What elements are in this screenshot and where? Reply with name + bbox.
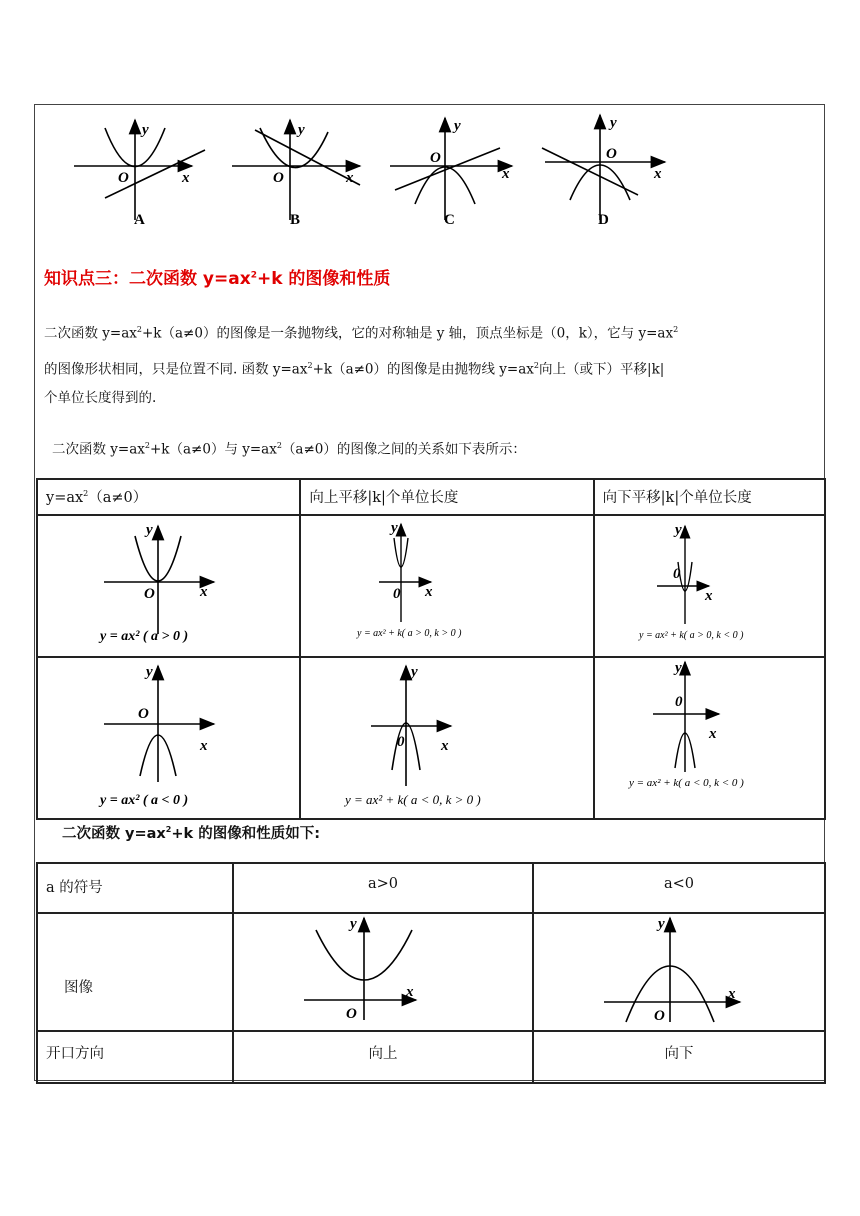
svg-text:y: y <box>658 916 665 932</box>
fig-a-y-label: y <box>142 122 149 138</box>
svg-text:O: O <box>654 1008 665 1024</box>
figure-b <box>232 120 360 220</box>
svg-text:y: y <box>674 660 682 676</box>
svg-text:x: x <box>704 588 713 604</box>
svg-text:x: x <box>441 738 449 754</box>
t1-r2c2 <box>300 657 593 819</box>
fig-b-caption: B <box>290 212 301 228</box>
fig-c-x-label: x <box>502 166 510 182</box>
top-figures <box>60 110 700 235</box>
t1-r1c2 <box>300 515 593 657</box>
t1-header-3: 向下平移|k|个单位长度 <box>594 479 825 515</box>
formula-r1c2: y = ax² + k( a > 0, k > 0 ) <box>357 628 462 639</box>
t1-r2c1 <box>37 657 300 819</box>
svg-text:0: 0 <box>393 586 401 602</box>
fig-a-x-label: x <box>182 170 190 186</box>
fig-c-y-label: y <box>454 118 461 134</box>
t1-header-1: $y=ax^2(a\ne 0)$ <box>37 479 300 515</box>
fig-c-origin: O <box>430 150 441 166</box>
svg-text:x: x <box>200 738 208 754</box>
fig-d-y-label: y <box>610 115 617 131</box>
t1-r2c3 <box>594 657 825 819</box>
svg-text:0: 0 <box>674 694 683 710</box>
formula-r2c1: y = ax² ( a < 0 ) <box>100 793 189 808</box>
fig-b-y-label: y <box>298 122 305 138</box>
fig-b-x-label: x <box>346 170 354 186</box>
property-table <box>36 862 826 1084</box>
t2-r1c2: a>0 <box>233 863 533 913</box>
t2-r2c3 <box>533 913 825 1031</box>
t2-r2c1: 图像 <box>37 913 233 1031</box>
paragraph-line-3: 个单位长度得到的. <box>44 390 157 406</box>
svg-text:x: x <box>708 726 717 742</box>
t2-r1c3: a<0 <box>533 863 825 913</box>
svg-text:y: y <box>674 522 682 538</box>
graph-a-positive <box>234 914 530 1026</box>
subheading: 二次函数 $y=ax^2+k$ 的图像和性质如下: <box>62 825 321 842</box>
fig-d-origin: O <box>606 146 617 162</box>
graph-up-base <box>38 516 298 652</box>
t2-r1c1: a 的符号 <box>37 863 233 913</box>
graph-a-negative <box>534 914 822 1026</box>
relation-sentence: 二次函数 $y=ax^2+k(a\ne 0)$与 $y=ax^2(a\ne 0)$的图像之间的关系如下表所示： <box>52 441 526 458</box>
formula-r1c1: y = ax² ( a > 0 ) <box>100 629 189 644</box>
svg-text:y: y <box>146 664 153 680</box>
graph-down-base <box>38 658 298 814</box>
figure-d <box>542 115 665 220</box>
svg-text:O: O <box>346 1006 357 1022</box>
fig-c-caption: C <box>444 212 455 228</box>
graph-up-shift-down <box>595 516 823 652</box>
svg-text:O: O <box>138 706 149 722</box>
t1-r1c1 <box>37 515 300 657</box>
svg-text:O: O <box>144 586 155 602</box>
formula-r2c2: y = ax² + k( a < 0, k > 0 ) <box>345 792 482 807</box>
fig-d-caption: D <box>598 212 609 228</box>
svg-text:x: x <box>406 984 414 1000</box>
t1-r1c3 <box>594 515 825 657</box>
relation-table <box>36 478 826 820</box>
svg-text:0: 0 <box>672 566 681 582</box>
svg-text:y: y <box>350 916 357 932</box>
fig-d-x-label: x <box>654 166 662 182</box>
svg-text:y: y <box>391 520 398 536</box>
svg-text:x: x <box>425 584 433 600</box>
t1-header-2: 向上平移|k|个单位长度 <box>300 479 593 515</box>
graph-down-shift-down <box>595 658 823 814</box>
section-heading: 知识点三：二次函数 $y=ax^2+k$ 的图像和性质 <box>44 269 391 289</box>
svg-text:y: y <box>411 664 418 680</box>
fig-a-caption: A <box>134 212 145 228</box>
formula-r2c3: y = ax² + k( a < 0, k < 0 ) <box>628 777 744 789</box>
svg-text:0: 0 <box>397 734 405 750</box>
fig-a-origin: O <box>118 170 129 186</box>
svg-text:x: x <box>200 584 208 600</box>
paragraph-line-2: 的图像形状相同，只是位置不同. 函数 $y=ax^2+k(a\ne 0)$的图像是由抛物线 $y=ax^2$向上（或下）平移|k| <box>44 361 665 378</box>
t2-r3c2: 向上 <box>233 1031 533 1083</box>
t2-r3c1: 开口方向 <box>37 1031 233 1083</box>
graph-down-shift-up <box>301 658 591 814</box>
fig-b-origin: O <box>273 170 284 186</box>
figure-c <box>390 118 512 220</box>
t2-r3c3: 向下 <box>533 1031 825 1083</box>
formula-r1c3: y = ax² + k( a > 0, k < 0 ) <box>638 630 744 641</box>
svg-text:y: y <box>146 522 153 538</box>
svg-text:x: x <box>728 986 736 1002</box>
paragraph-line-1: 二次函数 $y=ax^2+k(a\ne 0)$的图像是一条抛物线，它的对称轴是 y 轴，顶点坐标是（0，k），它与 $y=ax^2$ <box>44 325 679 342</box>
graph-up-shift-up <box>301 516 591 652</box>
t2-r2c2 <box>233 913 533 1031</box>
